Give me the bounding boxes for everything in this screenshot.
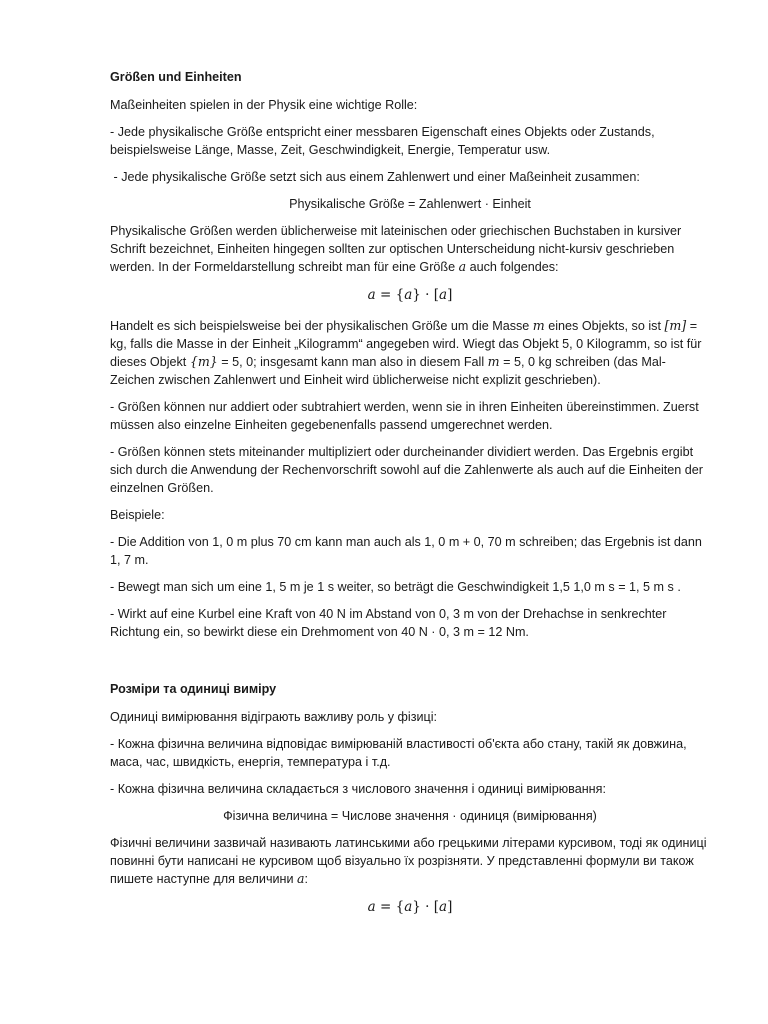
section-spacer xyxy=(110,650,710,680)
text: = kg, falls die Masse in der Einheit „Kilogramm“ angegeben wird. Wiegt das Objekt 5, 0 Kilogramm, so ist für dieses Objekt xyxy=(110,319,702,369)
text: Handelt es sich beispielsweise bei der physikalischen Größe um die Masse xyxy=(110,319,533,333)
german-bullet-2: - Jede physikalische Größe setzt sich aus einem Zahlenwert und einer Maßeinheit zusammen: xyxy=(110,170,640,184)
ukrainian-formula xyxy=(110,898,710,916)
text: Фізичні величини зазвичай називають латинськими або грецькими літерами курсивом, тоді як одиниці повинні бути написані не курсивом щоб візуально їх розрізняти. У представленні формули ви також пишете наступне для величини xyxy=(110,836,707,886)
formula-eq: = xyxy=(375,899,396,915)
ukrainian-heading: Розміри та одиниці виміру xyxy=(110,682,277,696)
formula-bracket-open: [ xyxy=(433,287,440,303)
formula-unit-var: a xyxy=(439,899,448,915)
text: = 5, 0; insgesamt kann man also in diesem Fall xyxy=(217,355,488,369)
formula-brace-close: } xyxy=(412,899,421,915)
text: eines Objekts, so ist xyxy=(544,319,665,333)
formula-lhs: a xyxy=(367,287,376,303)
ukrainian-symbols-paragraph xyxy=(110,834,710,888)
math-unit-expression: [m] xyxy=(664,318,687,333)
formula-bracket-close: ] xyxy=(447,899,453,915)
german-symbols-paragraph xyxy=(110,222,710,276)
german-multiplication-rule: - Größen können stets miteinander multipliziert oder durcheinander dividiert werden. Das Ergebnis ergibt sich durch die Anwendung der Rechenvorschrift sowohl auf die Zahlenwerte als auch auf die Einheiten der einzelnen Größen. xyxy=(110,445,703,495)
formula-brace-open: { xyxy=(395,899,405,915)
formula-brace-close: } xyxy=(412,287,421,303)
formula-bracket-open: [ xyxy=(433,899,440,915)
german-mass-paragraph xyxy=(110,317,710,389)
formula-num-var: a xyxy=(404,899,413,915)
math-variable: m xyxy=(487,354,500,369)
math-variable: a xyxy=(458,259,467,274)
german-bullet-1: - Jede physikalische Größe entspricht einer messbaren Eigenschaft eines Objekts oder Zustands, beispielsweise Länge, Masse, Zeit, Geschwindigkeit, Energie, Temperatur usw. xyxy=(110,125,655,157)
formula-eq: = xyxy=(375,287,396,303)
ukrainian-intro: Одиниці вимірювання відіграють важливу роль у фізиці: xyxy=(110,710,438,724)
german-example-2: - Bewegt man sich um eine 1, 5 m je 1 s weiter, so beträgt die Geschwindigkeit 1,5 1,0 m s = 1, 5 m s . xyxy=(110,580,681,594)
german-examples-label: Beispiele: xyxy=(110,508,165,522)
formula-dot: · xyxy=(420,287,434,303)
formula-brace-open: { xyxy=(395,287,405,303)
formula-num-var: a xyxy=(404,287,413,303)
formula-lhs: a xyxy=(367,899,376,915)
german-heading: Größen und Einheiten xyxy=(110,70,242,84)
german-addition-rule: - Größen können nur addiert oder subtrahiert werden, wenn sie in ihren Einheiten übereinstimmen. Zuerst müssen also einzelne Einheiten gegebenenfalls passend umgerechnet werden. xyxy=(110,400,699,432)
ukrainian-bullet-2: - Кожна фізична величина складається з числового значення і одиниці вимірювання: xyxy=(110,782,606,796)
german-intro: Maßeinheiten spielen in der Physik eine wichtige Rolle: xyxy=(110,98,418,112)
german-formula xyxy=(110,286,710,304)
formula-bracket-close: ] xyxy=(447,287,453,303)
document-page xyxy=(110,68,710,929)
formula-unit-var: a xyxy=(439,287,448,303)
text: = 5, 0 kg schreiben (das Mal-Zeichen zwischen Zahlenwert und Einheit wird üblicherweise nicht explizit geschrieben). xyxy=(110,355,666,387)
text: : xyxy=(304,872,309,886)
german-equation: Physikalische Größe = Zahlenwert · Einheit xyxy=(289,197,531,211)
ukrainian-equation: Фізична величина = Числове значення · одиниця (вимірювання) xyxy=(223,809,597,823)
math-number-expression: {m} xyxy=(189,354,218,369)
formula-dot: · xyxy=(420,899,434,915)
math-variable: a xyxy=(297,871,305,886)
german-example-3: - Wirkt auf eine Kurbel eine Kraft von 40 N im Abstand von 0, 3 m von der Drehachse in senkrechter Richtung ein, so bewirkt diese ein Drehmoment von 40 N · 0, 3 m = 12 Nm. xyxy=(110,607,667,639)
ukrainian-bullet-1: - Кожна фізична величина відповідає вимірюваній властивості об'єкта або стану, такій як довжина, маса, час, швидкість, енергія, температура і т.д. xyxy=(110,737,687,769)
text: Physikalische Größen werden üblicherweise mit lateinischen oder griechischen Buchstaben in kursiver Schrift bezeichnet, Einheiten hingegen sollten zur optischen Unterscheidung nicht-kursiv geschrieben werden. In der Formeldarstellung schreibt man für eine Größe xyxy=(110,224,682,274)
math-variable: m xyxy=(532,318,545,333)
german-example-1: - Die Addition von 1, 0 m plus 70 cm kann man auch als 1, 0 m + 0, 70 m schreiben; das Ergebnis ist dann 1, 7 m. xyxy=(110,535,702,567)
text: auch folgendes: xyxy=(466,260,559,274)
